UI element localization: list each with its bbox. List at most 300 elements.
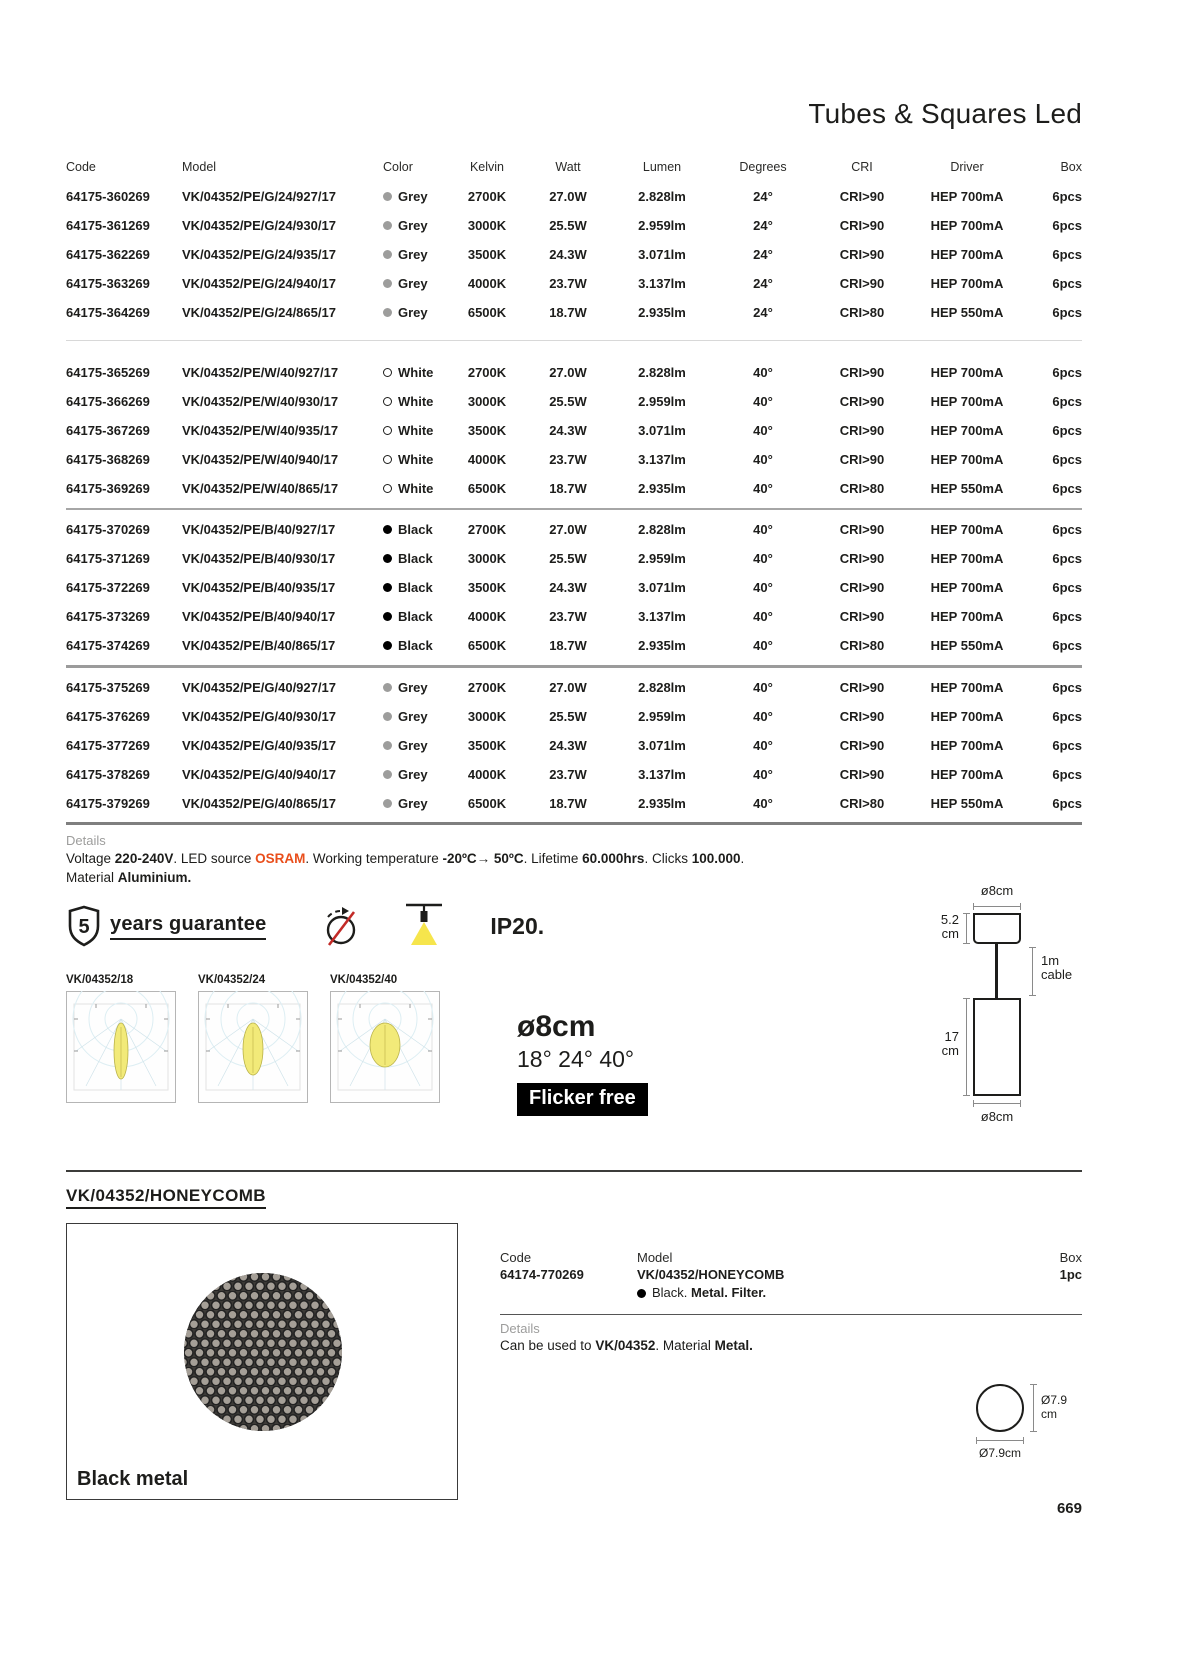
text-segment: . Working temperature xyxy=(305,851,443,866)
color-label: Grey xyxy=(398,247,428,262)
section-divider xyxy=(66,1170,1082,1172)
color-label: Grey xyxy=(398,218,428,233)
cell-degrees: 40° xyxy=(753,738,773,753)
cell-degrees: 24° xyxy=(753,276,773,291)
cell-degrees: 40° xyxy=(753,680,773,695)
table-row xyxy=(66,760,1082,789)
honeycomb-box-value: 1pc xyxy=(1059,1267,1082,1282)
cell-box: 6pcs xyxy=(1052,796,1082,811)
table-row xyxy=(66,445,1082,474)
cell-driver: HEP 700mA xyxy=(930,580,1004,595)
text-segment: . Clicks xyxy=(644,851,692,866)
cell-driver: HEP 700mA xyxy=(930,452,1004,467)
table-row xyxy=(66,673,1082,702)
color-swatch-icon xyxy=(383,192,392,201)
cell-model: VK/04352/PE/G/40/935/17 xyxy=(182,738,336,753)
cell-model: VK/04352/PE/B/40/930/17 xyxy=(182,551,336,566)
dim-bottom-diameter: ø8cm xyxy=(980,1109,1014,1124)
cell-lumen: 3.137lm xyxy=(638,276,686,291)
text-segment: Aluminium. xyxy=(117,870,192,885)
color-swatch-icon xyxy=(383,279,392,288)
cell-degrees: 40° xyxy=(753,767,773,782)
table-row xyxy=(66,602,1082,631)
table-row xyxy=(66,573,1082,602)
table-row xyxy=(66,416,1082,445)
col-header-degrees: Degrees xyxy=(739,160,787,174)
cell-lumen: 3.071lm xyxy=(638,738,686,753)
cell-code: 64175-377269 xyxy=(66,738,150,753)
cell-watt: 27.0W xyxy=(549,189,587,204)
cell-watt: 24.3W xyxy=(549,580,587,595)
honeycomb-section xyxy=(66,1186,1082,1500)
cell-kelvin: 6500K xyxy=(467,305,507,320)
cell-kelvin: 6500K xyxy=(467,796,507,811)
cell-lumen: 2.828lm xyxy=(638,189,686,204)
cell-model: VK/04352/PE/W/40/927/17 xyxy=(182,365,339,380)
cell-degrees: 24° xyxy=(753,218,773,233)
cell-driver: HEP 700mA xyxy=(930,276,1004,291)
cell-lumen: 3.137lm xyxy=(638,767,686,782)
cell-watt: 18.7W xyxy=(549,305,587,320)
honeycomb-box-col xyxy=(1060,1249,1082,1302)
honeycomb-model-value: VK/04352/HONEYCOMB xyxy=(637,1267,785,1282)
measure-line xyxy=(1033,1384,1034,1432)
col-header-code: Code xyxy=(66,160,96,174)
color-label: Grey xyxy=(398,738,428,753)
cell-kelvin: 3500K xyxy=(467,423,507,438)
cell-lumen: 2.935lm xyxy=(638,796,686,811)
photometric-label: VK/04352/18 xyxy=(66,974,134,986)
table-row xyxy=(66,182,1082,211)
guarantee-label: years guarantee xyxy=(110,913,266,940)
cell-code: 64175-363269 xyxy=(66,276,150,291)
cell-code: 64175-373269 xyxy=(66,609,150,624)
cell-driver: HEP 700mA xyxy=(930,738,1004,753)
dim-body-height-value: 17 xyxy=(944,1029,959,1044)
col-header-driver: Driver xyxy=(950,160,984,174)
cell-cri: CRI>90 xyxy=(839,218,885,233)
black-swatch-icon xyxy=(637,1289,646,1298)
dim-cable xyxy=(1041,954,1091,982)
honeycomb-dim-side-unit: cm xyxy=(1041,1407,1057,1421)
cell-driver: HEP 700mA xyxy=(930,709,1004,724)
cell-color xyxy=(383,738,457,753)
cell-watt: 23.7W xyxy=(549,767,587,782)
page-title: Tubes & Squares Led xyxy=(808,98,1082,129)
cell-driver: HEP 550mA xyxy=(930,638,1004,653)
honeycomb-details-label: Details xyxy=(500,1321,540,1336)
cell-box: 6pcs xyxy=(1052,709,1082,724)
spec-beam-angles: 18° 24° 40° xyxy=(517,1046,635,1072)
cell-box: 6pcs xyxy=(1052,394,1082,409)
cell-color xyxy=(383,247,457,262)
color-swatch-icon xyxy=(383,308,392,317)
dim-canopy-height-unit: cm xyxy=(941,926,959,941)
cell-code: 64175-368269 xyxy=(66,452,150,467)
cell-degrees: 40° xyxy=(753,638,773,653)
honeycomb-row xyxy=(66,1223,1082,1500)
text-segment: 100.000 xyxy=(691,851,741,866)
cell-kelvin: 6500K xyxy=(467,481,507,496)
cell-watt: 23.7W xyxy=(549,452,587,467)
canopy-shape xyxy=(973,913,1021,944)
dim-cable-unit: cable xyxy=(1041,967,1073,982)
cell-box: 6pcs xyxy=(1052,522,1082,537)
honeycomb-code-label: Code xyxy=(500,1250,532,1265)
cell-degrees: 40° xyxy=(753,609,773,624)
dim-cable-value: 1m xyxy=(1041,953,1060,968)
cell-lumen: 2.959lm xyxy=(638,218,686,233)
cell-cri: CRI>90 xyxy=(839,551,885,566)
color-swatch-icon xyxy=(383,583,392,592)
color-swatch-icon xyxy=(383,221,392,230)
cell-watt: 18.7W xyxy=(549,638,587,653)
table-row xyxy=(66,358,1082,387)
cell-box: 6pcs xyxy=(1052,365,1082,380)
cell-cri: CRI>80 xyxy=(839,796,885,811)
measure-line xyxy=(973,1103,1021,1104)
color-label: White xyxy=(398,452,434,467)
color-label: Grey xyxy=(398,305,428,320)
cell-code: 64175-364269 xyxy=(66,305,150,320)
cell-degrees: 40° xyxy=(753,709,773,724)
cell-code: 64175-371269 xyxy=(66,551,150,566)
table-header-row xyxy=(66,152,1082,182)
cell-kelvin: 3000K xyxy=(467,394,507,409)
cell-kelvin: 3500K xyxy=(467,738,507,753)
cell-driver: HEP 700mA xyxy=(930,551,1004,566)
text-segment: . Lifetime xyxy=(523,851,583,866)
cell-model: VK/04352/PE/G/40/865/17 xyxy=(182,796,336,811)
cell-color xyxy=(383,365,457,380)
cell-box: 6pcs xyxy=(1052,638,1082,653)
honeycomb-divider xyxy=(500,1314,1082,1315)
cell-code: 64175-374269 xyxy=(66,638,150,653)
table-row xyxy=(66,387,1082,416)
lamp-body-shape xyxy=(973,998,1021,1096)
cable-shape xyxy=(995,944,998,999)
cell-color xyxy=(383,452,457,467)
cell-code: 64175-379269 xyxy=(66,796,150,811)
visual-band xyxy=(66,883,1082,1130)
table-row xyxy=(66,474,1082,503)
cell-box: 6pcs xyxy=(1052,305,1082,320)
color-label: Grey xyxy=(398,276,428,291)
pendant-lamp-icon xyxy=(398,901,450,951)
cell-driver: HEP 700mA xyxy=(930,394,1004,409)
non-dimmable-icon xyxy=(318,903,364,949)
cell-cri: CRI>90 xyxy=(839,738,885,753)
cell-model: VK/04352/PE/B/40/940/17 xyxy=(182,609,336,624)
product-specs xyxy=(517,1010,648,1116)
cell-model: VK/04352/PE/G/40/940/17 xyxy=(182,767,336,782)
cell-kelvin: 4000K xyxy=(467,767,507,782)
text-segment: Black. xyxy=(652,1285,692,1300)
table-row xyxy=(66,240,1082,269)
measure-line xyxy=(966,913,967,944)
cell-cri: CRI>90 xyxy=(839,276,885,291)
color-label: Black xyxy=(398,522,433,537)
measure-line xyxy=(966,998,967,1096)
table-group-separator xyxy=(66,508,1082,510)
cell-color xyxy=(383,423,457,438)
cell-model: VK/04352/PE/G/24/930/17 xyxy=(182,218,336,233)
honeycomb-heading: VK/04352/HONEYCOMB xyxy=(66,1186,266,1209)
color-label: White xyxy=(398,365,434,380)
cell-lumen: 2.935lm xyxy=(638,305,686,320)
cell-lumen: 2.959lm xyxy=(638,551,686,566)
dim-canopy-height-value: 5.2 xyxy=(940,912,959,927)
details-line-1 xyxy=(66,850,1082,867)
cell-kelvin: 3500K xyxy=(467,580,507,595)
dim-body-height-unit: cm xyxy=(941,1043,959,1058)
cell-box: 6pcs xyxy=(1052,680,1082,695)
honeycomb-dim-side-value: Ø7.9 xyxy=(1041,1393,1068,1407)
honeycomb-photo xyxy=(66,1223,458,1500)
cell-color xyxy=(383,218,457,233)
text-segment: Material xyxy=(66,870,118,885)
cell-box: 6pcs xyxy=(1052,276,1082,291)
cell-model: VK/04352/PE/G/24/940/17 xyxy=(182,276,336,291)
cell-driver: HEP 550mA xyxy=(930,481,1004,496)
dim-body-height xyxy=(929,1030,959,1058)
cell-color xyxy=(383,796,457,811)
cell-lumen: 3.071lm xyxy=(638,580,686,595)
cell-cri: CRI>90 xyxy=(839,394,885,409)
cell-lumen: 3.137lm xyxy=(638,452,686,467)
cell-code: 64175-378269 xyxy=(66,767,150,782)
cell-box: 6pcs xyxy=(1052,609,1082,624)
text-segment: . Material xyxy=(655,1338,715,1353)
cell-model: VK/04352/PE/G/40/930/17 xyxy=(182,709,336,724)
honeycomb-dimension-diagram xyxy=(970,1384,1082,1464)
cell-degrees: 40° xyxy=(753,551,773,566)
cell-watt: 25.5W xyxy=(549,394,587,409)
cell-lumen: 2.935lm xyxy=(638,481,686,496)
color-label: White xyxy=(398,481,434,496)
color-label: Grey xyxy=(398,189,428,204)
cell-degrees: 40° xyxy=(753,481,773,496)
cell-color xyxy=(383,580,457,595)
cell-lumen: 2.959lm xyxy=(638,394,686,409)
cell-color xyxy=(383,481,457,496)
cell-box: 6pcs xyxy=(1052,551,1082,566)
table-group-separator xyxy=(66,665,1082,668)
cell-kelvin: 3000K xyxy=(467,218,507,233)
cell-box: 6pcs xyxy=(1052,767,1082,782)
guarantee-shield-icon xyxy=(66,905,102,947)
col-header-watt: Watt xyxy=(555,160,581,174)
spec-diameter: ø8cm xyxy=(517,1010,596,1043)
table-row xyxy=(66,515,1082,544)
color-label: Black xyxy=(398,609,433,624)
cell-code: 64175-361269 xyxy=(66,218,150,233)
cell-driver: HEP 700mA xyxy=(930,680,1004,695)
cell-code: 64175-372269 xyxy=(66,580,150,595)
details-label: Details xyxy=(66,833,106,848)
honeycomb-model-label: Model xyxy=(637,1250,673,1265)
table-group-separator xyxy=(66,340,1082,341)
text-segment: 220-240V xyxy=(114,851,174,866)
color-swatch-icon xyxy=(383,641,392,650)
color-label: Grey xyxy=(398,796,428,811)
cell-lumen: 3.137lm xyxy=(638,609,686,624)
honeycomb-spec-columns xyxy=(500,1249,1082,1302)
cell-box: 6pcs xyxy=(1052,452,1082,467)
cell-watt: 27.0W xyxy=(549,522,587,537)
cell-cri: CRI>90 xyxy=(839,423,885,438)
text-segment: Metal. Filter. xyxy=(691,1285,767,1300)
cell-watt: 18.7W xyxy=(549,481,587,496)
honeycomb-caption: Black metal xyxy=(77,1468,189,1490)
cell-cri: CRI>90 xyxy=(839,365,885,380)
cell-color xyxy=(383,680,457,695)
cell-watt: 27.0W xyxy=(549,680,587,695)
cell-cri: CRI>80 xyxy=(839,305,885,320)
cell-cri: CRI>80 xyxy=(839,481,885,496)
cell-watt: 24.3W xyxy=(549,423,587,438)
cell-model: VK/04352/PE/W/40/865/17 xyxy=(182,481,339,496)
cell-model: VK/04352/PE/B/40/935/17 xyxy=(182,580,336,595)
cell-cri: CRI>80 xyxy=(839,638,885,653)
cell-lumen: 2.828lm xyxy=(638,680,686,695)
col-header-color: Color xyxy=(383,160,413,174)
table-row xyxy=(66,544,1082,573)
color-label: Grey xyxy=(398,767,428,782)
cell-code: 64175-365269 xyxy=(66,365,150,380)
cell-box: 6pcs xyxy=(1052,423,1082,438)
honeycomb-dim-side xyxy=(1041,1393,1067,1421)
cell-kelvin: 3000K xyxy=(467,709,507,724)
cell-degrees: 40° xyxy=(753,365,773,380)
cell-lumen: 2.828lm xyxy=(638,522,686,537)
cell-lumen: 3.071lm xyxy=(638,423,686,438)
cell-model: VK/04352/PE/G/24/935/17 xyxy=(182,247,336,262)
cell-degrees: 24° xyxy=(753,305,773,320)
color-swatch-icon xyxy=(383,455,392,464)
cell-color xyxy=(383,189,457,204)
cell-kelvin: 4000K xyxy=(467,452,507,467)
photometric-block-18 xyxy=(66,974,176,1108)
measure-line xyxy=(973,906,1021,907)
cell-model: VK/04352/PE/W/40/940/17 xyxy=(182,452,339,467)
photometric-block-40 xyxy=(330,974,440,1108)
cell-kelvin: 3500K xyxy=(467,247,507,262)
honeycomb-mesh-icon xyxy=(183,1272,343,1432)
color-swatch-icon xyxy=(383,799,392,808)
text-segment: . xyxy=(740,851,745,866)
cell-lumen: 2.959lm xyxy=(638,709,686,724)
cell-code: 64175-370269 xyxy=(66,522,150,537)
cell-model: VK/04352/PE/B/40/927/17 xyxy=(182,522,336,537)
color-label: Black xyxy=(398,551,433,566)
cell-code: 64175-369269 xyxy=(66,481,150,496)
table-row xyxy=(66,702,1082,731)
cell-model: VK/04352/PE/W/40/935/17 xyxy=(182,423,339,438)
measure-line xyxy=(976,1440,1024,1441)
cell-lumen: 2.828lm xyxy=(638,365,686,380)
cell-code: 64175-360269 xyxy=(66,189,150,204)
color-label: Black xyxy=(398,580,433,595)
cell-degrees: 40° xyxy=(753,522,773,537)
cell-degrees: 40° xyxy=(753,796,773,811)
cell-lumen: 2.935lm xyxy=(638,638,686,653)
cell-driver: HEP 700mA xyxy=(930,522,1004,537)
cell-cri: CRI>90 xyxy=(839,522,885,537)
color-label: Black xyxy=(398,638,433,653)
table-row xyxy=(66,269,1082,298)
col-header-kelvin: Kelvin xyxy=(469,160,505,174)
cell-box: 6pcs xyxy=(1052,189,1082,204)
cell-lumen: 3.071lm xyxy=(638,247,686,262)
color-swatch-icon xyxy=(383,770,392,779)
cell-color xyxy=(383,305,457,320)
cell-degrees: 40° xyxy=(753,423,773,438)
dimension-diagram xyxy=(905,884,1105,1130)
cell-cri: CRI>90 xyxy=(839,609,885,624)
product-table-rows xyxy=(66,182,1082,818)
text-segment: -20ºC→ 50ºC xyxy=(442,851,524,866)
cell-watt: 25.5W xyxy=(549,218,587,233)
cell-driver: HEP 550mA xyxy=(930,305,1004,320)
color-swatch-icon xyxy=(383,525,392,534)
cell-driver: HEP 700mA xyxy=(930,218,1004,233)
honeycomb-details-text xyxy=(500,1338,1082,1353)
color-swatch-icon xyxy=(383,250,392,259)
flicker-free-badge: Flicker free xyxy=(517,1083,648,1116)
cell-degrees: 40° xyxy=(753,394,773,409)
cell-watt: 27.0W xyxy=(549,365,587,380)
cell-cri: CRI>90 xyxy=(839,452,885,467)
cell-watt: 18.7W xyxy=(549,796,587,811)
cell-driver: HEP 700mA xyxy=(930,423,1004,438)
cell-code: 64175-375269 xyxy=(66,680,150,695)
cell-kelvin: 6500K xyxy=(467,638,507,653)
color-swatch-icon xyxy=(383,683,392,692)
honeycomb-code-value: 64174-770269 xyxy=(500,1267,584,1282)
measure-line xyxy=(1032,947,1033,996)
cell-box: 6pcs xyxy=(1052,481,1082,496)
cell-color xyxy=(383,709,457,724)
cell-watt: 23.7W xyxy=(549,609,587,624)
cell-kelvin: 2700K xyxy=(467,522,507,537)
cell-driver: HEP 700mA xyxy=(930,365,1004,380)
table-row xyxy=(66,211,1082,240)
col-header-cri: CRI xyxy=(851,160,873,174)
photometric-block-24 xyxy=(198,974,308,1108)
honeycomb-dim-bottom: Ø7.9cm xyxy=(978,1446,1021,1460)
color-swatch-icon xyxy=(383,397,392,406)
text-segment: 60.000hrs xyxy=(582,851,645,866)
cell-degrees: 40° xyxy=(753,452,773,467)
photometric-label: VK/04352/24 xyxy=(198,974,266,986)
cell-watt: 24.3W xyxy=(549,738,587,753)
cell-kelvin: 2700K xyxy=(467,189,507,204)
cell-color xyxy=(383,767,457,782)
text-segment: OSRAM xyxy=(255,851,306,866)
guarantee-shield-number: 5 xyxy=(78,916,90,938)
color-swatch-icon xyxy=(383,426,392,435)
cell-box: 6pcs xyxy=(1052,580,1082,595)
cell-watt: 23.7W xyxy=(549,276,587,291)
cell-model: VK/04352/PE/G/40/927/17 xyxy=(182,680,336,695)
cell-driver: HEP 700mA xyxy=(930,767,1004,782)
cell-box: 6pcs xyxy=(1052,738,1082,753)
ip-rating: IP20. xyxy=(490,912,545,939)
cell-model: VK/04352/PE/W/40/930/17 xyxy=(182,394,339,409)
cell-cri: CRI>90 xyxy=(839,580,885,595)
color-label: Grey xyxy=(398,680,428,695)
